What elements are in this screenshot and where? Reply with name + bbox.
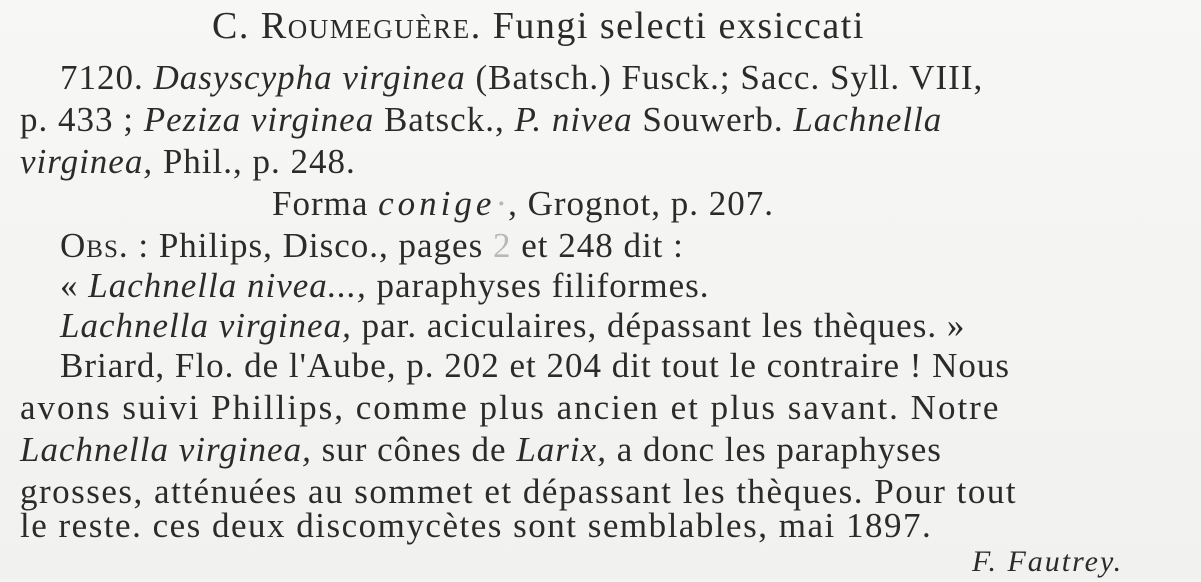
forma-smudge: ·: [495, 184, 509, 223]
synonym-2: P. nivea: [514, 100, 633, 139]
signature-text: F. Fautrey.: [972, 545, 1124, 578]
body-text-1: Briard, Flo. de l'Aube, p. 202 et 204 dit tout le contraire ! Nous: [60, 346, 1011, 385]
forma-word: Forma: [272, 184, 369, 223]
page-ref: p. 433 ;: [20, 100, 134, 139]
body-text-2: avons suivi Phillips, comme plus ancien et plus savant. Notre: [20, 388, 1001, 427]
body-genus-larix: Larix,: [516, 430, 607, 469]
body-text-5: le reste. ces deux discomycètes sont semblables, mai 1897.: [20, 506, 933, 545]
body-species: Lachnella virginea,: [20, 430, 312, 469]
synonym-3-ref: Phil., p. 248.: [162, 142, 356, 181]
quote-2-species: Lachnella virginea,: [60, 306, 352, 345]
body-text-3a: sur cônes de: [321, 430, 507, 469]
body-text-3b: a donc les paraphyses: [616, 430, 942, 469]
collection-name: Fungi selecti exsiccati: [492, 5, 865, 47]
authority-text: (Batsch.) Fusck.; Sacc. Syll. VIII,: [475, 58, 984, 97]
obs-line: [60, 226, 684, 266]
synonym-1: Peziza virginea: [143, 100, 375, 139]
quote-line-1: [60, 266, 710, 306]
body-text-4: grosses, atténuées au sommet et dépassant les thèques. Pour tout: [20, 472, 1018, 511]
synonym-3-genus: Lachnella: [793, 100, 943, 139]
forma-line: [272, 184, 774, 224]
synonym-1-author: Batsck.,: [383, 100, 505, 139]
entry-line-3: [20, 142, 356, 182]
synonym-3-epithet: virginea,: [20, 142, 154, 181]
forma-ref: , Grognot, p. 207.: [508, 184, 774, 223]
collection-title: [212, 6, 865, 46]
body-line-3: [20, 430, 942, 470]
body-line-1: [60, 346, 1010, 386]
quote-2-text: par. aciculaires, dépassant les thèques. »: [361, 306, 966, 345]
obs-smudge: 2: [492, 226, 512, 265]
entry-line-2: [20, 100, 942, 140]
quote-line-2: [60, 306, 965, 346]
quote-1-text: paraphyses filiformes.: [376, 266, 710, 305]
quote-open: «: [60, 266, 89, 305]
synonym-2-author: Souwerb.: [642, 100, 784, 139]
forma-name: conige: [378, 184, 496, 223]
entry-line-1: [60, 58, 983, 98]
obs-text-1: : Philips, Disco., pages: [138, 226, 484, 265]
quote-1-species: Lachnella nivea...,: [88, 266, 367, 305]
body-line-5: [20, 506, 932, 546]
author-name: Roumeguère.: [260, 5, 482, 47]
author-initial: C.: [212, 5, 250, 47]
species-name: Dasyscypha virginea: [153, 58, 466, 97]
obs-label: Obs.: [60, 226, 129, 265]
collector-signature: [972, 542, 1123, 582]
body-line-2: [20, 388, 1000, 428]
specimen-number: 7120.: [60, 58, 144, 97]
obs-text-2: et 248 dit :: [521, 226, 684, 265]
